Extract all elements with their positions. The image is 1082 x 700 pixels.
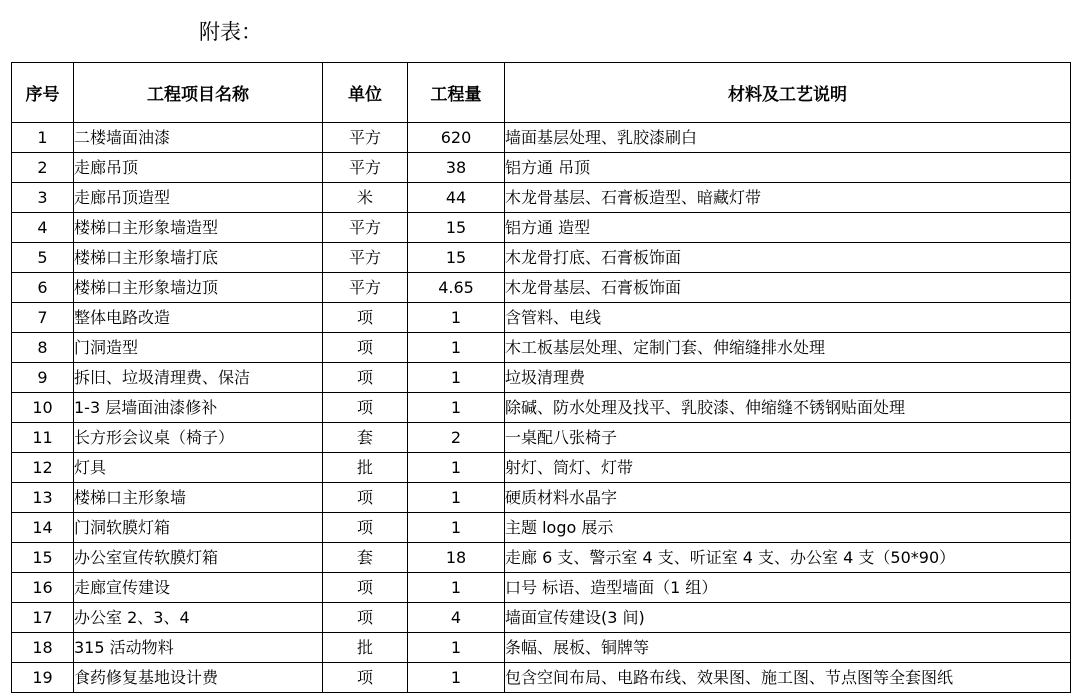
cell-qty: 2 bbox=[408, 423, 505, 453]
table-row bbox=[12, 663, 1071, 693]
cell-unit: 套 bbox=[323, 543, 408, 573]
cell-no: 19 bbox=[12, 663, 74, 693]
table-row bbox=[12, 363, 1071, 393]
cell-qty: 1 bbox=[408, 513, 505, 543]
cell-name: 315 活动物料 bbox=[74, 633, 323, 663]
cell-desc: 铝方通 造型 bbox=[505, 213, 1071, 243]
cell-qty: 1 bbox=[408, 333, 505, 363]
cell-unit: 项 bbox=[323, 363, 408, 393]
cell-name: 门洞造型 bbox=[74, 333, 323, 363]
table-row bbox=[12, 273, 1071, 303]
cell-unit: 平方 bbox=[323, 213, 408, 243]
cell-unit: 项 bbox=[323, 663, 408, 693]
table-row bbox=[12, 303, 1071, 333]
cell-name: 食药修复基地设计费 bbox=[74, 663, 323, 693]
cell-desc: 铝方通 吊顶 bbox=[505, 153, 1071, 183]
table-row bbox=[12, 483, 1071, 513]
cell-desc: 包含空间布局、电路布线、效果图、施工图、节点图等全套图纸 bbox=[505, 663, 1071, 693]
cell-qty: 1 bbox=[408, 663, 505, 693]
cell-no: 14 bbox=[12, 513, 74, 543]
cell-desc: 硬质材料水晶字 bbox=[505, 483, 1071, 513]
cell-no: 7 bbox=[12, 303, 74, 333]
cell-name: 1-3 层墙面油漆修补 bbox=[74, 393, 323, 423]
cell-unit: 平方 bbox=[323, 243, 408, 273]
cell-no: 3 bbox=[12, 183, 74, 213]
cell-qty: 1 bbox=[408, 483, 505, 513]
cell-no: 5 bbox=[12, 243, 74, 273]
cell-desc: 墙面基层处理、乳胶漆刷白 bbox=[505, 123, 1071, 153]
cell-no: 18 bbox=[12, 633, 74, 663]
cell-no: 1 bbox=[12, 123, 74, 153]
cell-unit: 项 bbox=[323, 393, 408, 423]
cell-name: 长方形会议桌（椅子） bbox=[74, 423, 323, 453]
cell-name: 走廊宣传建设 bbox=[74, 573, 323, 603]
cell-name: 办公室宣传软膜灯箱 bbox=[74, 543, 323, 573]
cell-unit: 批 bbox=[323, 633, 408, 663]
table-row bbox=[12, 153, 1071, 183]
table-row bbox=[12, 333, 1071, 363]
cell-name: 楼梯口主形象墙边顶 bbox=[74, 273, 323, 303]
page-title: 附表： bbox=[199, 20, 262, 44]
cell-no: 12 bbox=[12, 453, 74, 483]
cell-desc: 走廊 6 支、警示室 4 支、听证室 4 支、办公室 4 支（50*90） bbox=[505, 543, 1071, 573]
cell-qty: 38 bbox=[408, 153, 505, 183]
col-header-qty: 工程量 bbox=[408, 63, 505, 123]
cell-qty: 4.65 bbox=[408, 273, 505, 303]
cell-desc: 主题 logo 展示 bbox=[505, 513, 1071, 543]
table-row bbox=[12, 633, 1071, 663]
cell-name: 走廊吊顶造型 bbox=[74, 183, 323, 213]
cell-desc: 条幅、展板、铜牌等 bbox=[505, 633, 1071, 663]
col-header-name: 工程项目名称 bbox=[74, 63, 323, 123]
cell-qty: 15 bbox=[408, 213, 505, 243]
cell-name: 楼梯口主形象墙打底 bbox=[74, 243, 323, 273]
cell-qty: 4 bbox=[408, 603, 505, 633]
cell-name: 拆旧、垃圾清理费、保洁 bbox=[74, 363, 323, 393]
cell-name: 楼梯口主形象墙造型 bbox=[74, 213, 323, 243]
cell-no: 4 bbox=[12, 213, 74, 243]
cell-unit: 平方 bbox=[323, 153, 408, 183]
cell-qty: 1 bbox=[408, 453, 505, 483]
cell-name: 整体电路改造 bbox=[74, 303, 323, 333]
col-header-unit: 单位 bbox=[323, 63, 408, 123]
cell-unit: 项 bbox=[323, 603, 408, 633]
cell-name: 楼梯口主形象墙 bbox=[74, 483, 323, 513]
table-row bbox=[12, 603, 1071, 633]
cell-desc: 木龙骨基层、石膏板饰面 bbox=[505, 273, 1071, 303]
cell-qty: 620 bbox=[408, 123, 505, 153]
table-row bbox=[12, 423, 1071, 453]
cell-qty: 1 bbox=[408, 573, 505, 603]
table-header-row bbox=[12, 63, 1071, 123]
table-row bbox=[12, 513, 1071, 543]
cell-desc: 射灯、筒灯、灯带 bbox=[505, 453, 1071, 483]
cell-desc: 除碱、防水处理及找平、乳胶漆、伸缩缝不锈钢贴面处理 bbox=[505, 393, 1071, 423]
cell-unit: 平方 bbox=[323, 123, 408, 153]
cell-unit: 项 bbox=[323, 303, 408, 333]
cell-no: 6 bbox=[12, 273, 74, 303]
table-row bbox=[12, 243, 1071, 273]
cell-qty: 1 bbox=[408, 633, 505, 663]
cell-name: 门洞软膜灯箱 bbox=[74, 513, 323, 543]
table-row bbox=[12, 183, 1071, 213]
cell-qty: 15 bbox=[408, 243, 505, 273]
cell-desc: 木工板基层处理、定制门套、伸缩缝排水处理 bbox=[505, 333, 1071, 363]
cell-qty: 18 bbox=[408, 543, 505, 573]
cell-no: 10 bbox=[12, 393, 74, 423]
cell-no: 2 bbox=[12, 153, 74, 183]
col-header-no: 序号 bbox=[12, 63, 74, 123]
cell-desc: 一桌配八张椅子 bbox=[505, 423, 1071, 453]
cell-no: 17 bbox=[12, 603, 74, 633]
cell-unit: 米 bbox=[323, 183, 408, 213]
cell-qty: 1 bbox=[408, 363, 505, 393]
cell-name: 走廊吊顶 bbox=[74, 153, 323, 183]
cell-name: 办公室 2、3、4 bbox=[74, 603, 323, 633]
cell-unit: 套 bbox=[323, 423, 408, 453]
project-table bbox=[11, 62, 1071, 693]
cell-unit: 平方 bbox=[323, 273, 408, 303]
cell-no: 15 bbox=[12, 543, 74, 573]
cell-name: 二楼墙面油漆 bbox=[74, 123, 323, 153]
cell-unit: 项 bbox=[323, 483, 408, 513]
cell-qty: 1 bbox=[408, 393, 505, 423]
cell-name: 灯具 bbox=[74, 453, 323, 483]
cell-no: 8 bbox=[12, 333, 74, 363]
cell-desc: 木龙骨基层、石膏板造型、暗藏灯带 bbox=[505, 183, 1071, 213]
table-row bbox=[12, 123, 1071, 153]
cell-unit: 项 bbox=[323, 513, 408, 543]
table-row bbox=[12, 543, 1071, 573]
col-header-desc: 材料及工艺说明 bbox=[505, 63, 1071, 123]
cell-no: 9 bbox=[12, 363, 74, 393]
cell-desc: 口号 标语、造型墙面（1 组） bbox=[505, 573, 1071, 603]
cell-unit: 项 bbox=[323, 333, 408, 363]
table-body bbox=[12, 123, 1071, 693]
cell-no: 16 bbox=[12, 573, 74, 603]
table-row bbox=[12, 573, 1071, 603]
cell-desc: 垃圾清理费 bbox=[505, 363, 1071, 393]
cell-desc: 墙面宣传建设(3 间) bbox=[505, 603, 1071, 633]
cell-desc: 木龙骨打底、石膏板饰面 bbox=[505, 243, 1071, 273]
cell-no: 11 bbox=[12, 423, 74, 453]
table-row bbox=[12, 453, 1071, 483]
cell-unit: 项 bbox=[323, 573, 408, 603]
cell-unit: 批 bbox=[323, 453, 408, 483]
table-row bbox=[12, 213, 1071, 243]
table-row bbox=[12, 393, 1071, 423]
cell-desc: 含管料、电线 bbox=[505, 303, 1071, 333]
cell-qty: 44 bbox=[408, 183, 505, 213]
cell-qty: 1 bbox=[408, 303, 505, 333]
cell-no: 13 bbox=[12, 483, 74, 513]
